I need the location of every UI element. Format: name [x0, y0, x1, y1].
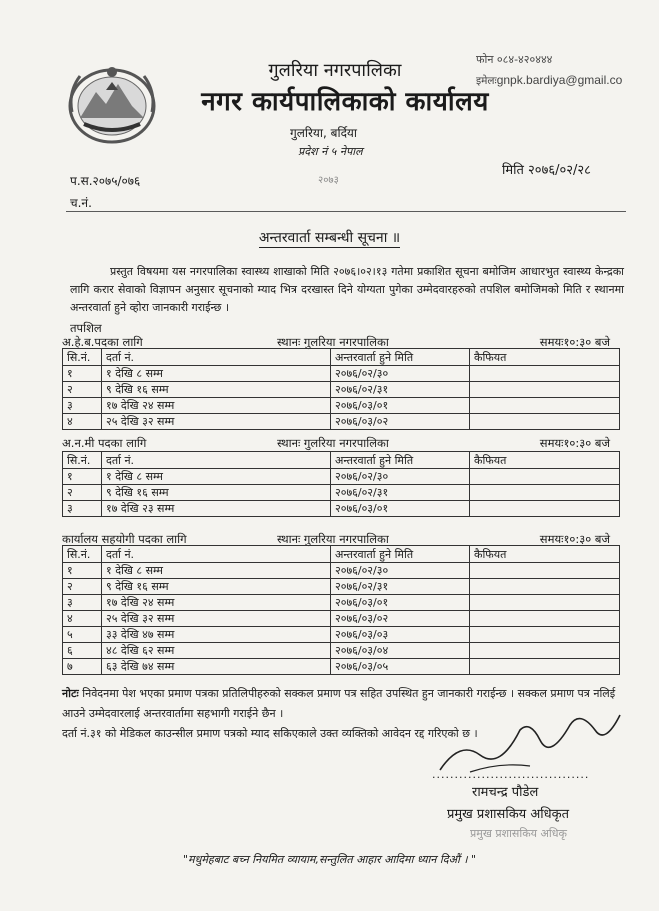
table-header-row	[63, 349, 620, 366]
cell-remarks	[470, 485, 620, 501]
time: समयः१०:३० बजे	[539, 335, 610, 349]
cell-remarks	[470, 579, 620, 595]
details-heading: तपशिल	[70, 321, 102, 335]
note-line-2: दर्ता नं.३१ को मेडिकल काउन्सील प्रमाण पत्रको म्याद सकिएकाले उक्त व्यक्तिको आवेदन रद्द गरिएको छ ।	[62, 727, 478, 740]
cell-sn: ४	[63, 414, 102, 430]
office-province: प्रदेश नं ५ नेपाल	[298, 145, 363, 158]
notice-subject	[0, 228, 659, 247]
signatory-name: रामचन्द्र पौडेल	[472, 785, 539, 800]
venue: स्थानः गुलरिया नगरपालिका	[277, 436, 389, 450]
stamp-year: २०७३	[318, 175, 339, 186]
table-row	[63, 501, 620, 517]
col-sn: सि.नं.	[63, 546, 102, 563]
cell-roll: १ देखि ८ सम्म	[102, 469, 331, 485]
venue: स्थानः गुलरिया नगरपालिका	[277, 532, 389, 546]
cell-roll: १७ देखि २३ सम्म	[102, 501, 331, 517]
email-label: इमेलः	[476, 75, 497, 87]
municipality-name: गुलरिया नगरपालिका	[268, 60, 402, 81]
cell-roll: २५ देखि ३२ सम्म	[102, 611, 331, 627]
col-remarks: कैफियत	[470, 452, 620, 469]
cell-sn: २	[63, 485, 102, 501]
table-row	[63, 469, 620, 485]
col-roll: दर्ता नं.	[102, 349, 331, 366]
table-row	[63, 485, 620, 501]
cell-date: २०७६/०३/०२	[331, 611, 470, 627]
cell-roll: ९ देखि १६ सम्म	[102, 485, 331, 501]
venue: स्थानः गुलरिया नगरपालिका	[277, 335, 389, 349]
cell-roll: १ देखि ८ सम्म	[102, 366, 331, 382]
cell-date: २०७६/०३/०२	[331, 414, 470, 430]
col-sn: सि.नं.	[63, 349, 102, 366]
cell-remarks	[470, 563, 620, 579]
signature-line: ...................................	[432, 768, 590, 781]
section-header	[62, 436, 622, 452]
cell-date: २०७६/०२/३०	[331, 469, 470, 485]
table-row	[63, 563, 620, 579]
table-header-row	[63, 452, 620, 469]
nepal-emblem-icon	[66, 62, 158, 146]
cell-remarks	[470, 501, 620, 517]
cell-date: २०७६/०३/०१	[331, 595, 470, 611]
time: समयः१०:३० बजे	[539, 532, 610, 546]
note-label: नोटः	[62, 687, 79, 700]
cell-date: २०७६/०२/३०	[331, 366, 470, 382]
table-row	[63, 627, 620, 643]
cell-roll: ९ देखि १६ सम्म	[102, 579, 331, 595]
cell-sn: ३	[63, 595, 102, 611]
table-row	[63, 611, 620, 627]
table-row	[63, 579, 620, 595]
dispatch-number: च.नं.	[70, 196, 92, 210]
cell-date: २०७६/०३/०१	[331, 501, 470, 517]
post-title: अ.हे.ब.पदका लागि	[62, 335, 143, 349]
table-row	[63, 659, 620, 675]
cell-sn: २	[63, 579, 102, 595]
letter-date: मिति २०७६/०२/२८	[502, 163, 591, 178]
col-roll: दर्ता नं.	[102, 452, 331, 469]
cell-date: २०७६/०२/३१	[331, 485, 470, 501]
signatory-stamp: प्रमुख प्रशासकिय अधिकृ	[470, 827, 567, 840]
cell-roll: ९ देखि १६ सम्म	[102, 382, 331, 398]
cell-remarks	[470, 659, 620, 675]
cell-sn: १	[63, 366, 102, 382]
cell-remarks	[470, 366, 620, 382]
office-title: नगर कार्यपालिकाको कार्यालय	[201, 87, 489, 117]
col-remarks: कैफियत	[470, 349, 620, 366]
cell-roll: २५ देखि ३२ सम्म	[102, 414, 331, 430]
schedule-table	[62, 451, 620, 517]
cell-remarks	[470, 611, 620, 627]
phone-number: फोन ०८४-४२०४४४	[476, 53, 553, 66]
schedule-table	[62, 545, 620, 675]
cell-date: २०७६/०२/३०	[331, 563, 470, 579]
schedule-table	[62, 348, 620, 430]
col-date: अन्तरवार्ता हुने मिति	[331, 546, 470, 563]
cell-roll: १७ देखि २४ सम्म	[102, 595, 331, 611]
cell-roll: १ देखि ८ सम्म	[102, 563, 331, 579]
cell-sn: ४	[63, 611, 102, 627]
cell-roll: ६३ देखि ७४ सम्म	[102, 659, 331, 675]
cell-remarks	[470, 595, 620, 611]
col-sn: सि.नं.	[63, 452, 102, 469]
cell-remarks	[470, 398, 620, 414]
cell-roll: १७ देखि २४ सम्म	[102, 398, 331, 414]
cell-sn: ७	[63, 659, 102, 675]
cell-sn: १	[63, 563, 102, 579]
col-remarks: कैफियत	[470, 546, 620, 563]
col-roll: दर्ता नं.	[102, 546, 331, 563]
cell-sn: १	[63, 469, 102, 485]
table-row	[63, 366, 620, 382]
cell-sn: ३	[63, 501, 102, 517]
table-row	[63, 595, 620, 611]
reference-number: प.स.२०७५/०७६	[70, 174, 141, 188]
col-date: अन्तरवार्ता हुने मिति	[331, 349, 470, 366]
email-address: gnpk.bardiya@gmail.co	[496, 73, 623, 87]
table-row	[63, 398, 620, 414]
cell-remarks	[470, 469, 620, 485]
subject-text: अन्तरवार्ता सम्बन्धी सूचना ॥	[258, 230, 401, 246]
cell-sn: २	[63, 382, 102, 398]
cell-sn: ५	[63, 627, 102, 643]
time: समयः१०:३० बजे	[539, 436, 610, 450]
cell-date: २०७६/०३/०४	[331, 643, 470, 659]
cell-sn: ६	[63, 643, 102, 659]
cell-roll: ४८ देखि ६२ सम्म	[102, 643, 331, 659]
cell-roll: ३३ देखि ४७ सम्म	[102, 627, 331, 643]
header-divider	[66, 211, 626, 212]
table-row	[63, 643, 620, 659]
col-date: अन्तरवार्ता हुने मिति	[331, 452, 470, 469]
post-title: कार्यालय सहयोगी पदका लागि	[62, 532, 187, 546]
table-header-row	[63, 546, 620, 563]
table-row	[63, 382, 620, 398]
health-motto: "मधुमेहबाट बच्न नियमित व्यायाम,सन्तुलित आहार आदिमा ध्यान दिऔं । "	[182, 853, 477, 866]
cell-date: २०७६/०२/३१	[331, 579, 470, 595]
cell-remarks	[470, 643, 620, 659]
cell-date: २०७६/०२/३१	[331, 382, 470, 398]
cell-remarks	[470, 414, 620, 430]
email-line	[476, 73, 622, 88]
post-title: अ.न.मी पदका लागि	[62, 436, 147, 450]
cell-sn: ३	[63, 398, 102, 414]
cell-date: २०७६/०३/०१	[331, 398, 470, 414]
cell-date: २०७६/०३/०३	[331, 627, 470, 643]
signatory-title: प्रमुख प्रशासकिय अधिकृत	[447, 807, 570, 822]
cell-date: २०७६/०३/०५	[331, 659, 470, 675]
intro-paragraph: प्रस्तुत विषयमा यस नगरपालिका स्वास्थ्य शाखाको मिति २०७६।०२।१३ गतेमा प्रकाशित सूचना बमोजिम आधारभुत स्वास्थ्य केन्द्रका लागि करार सेवाको विज्ञापन अनुसार सूचनाको म्याद भित्र दरखास्त दिने योग्यता पुगेका उम्मेदवारहरुको तपशिल बमोजिमको मिति र स्थानमा अन्तरवार्ता हुने व्होरा जानकारी गराईन्छ ।	[70, 265, 624, 314]
office-place: गुलरिया, बर्दिया	[290, 126, 358, 140]
note-line-1: निवेदनमा पेश भएका प्रमाण पत्रका प्रतिलिपीहरुको सक्कल प्रमाण पत्र सहित उपस्थित हुन जानकारी गराईन्छ । सक्कल प्रमाण पत्र नलिई आउने उम्मेदवारलाई अन्तरवार्तामा सहभागी गराईने छैन ।	[62, 687, 616, 720]
table-row	[63, 414, 620, 430]
cell-remarks	[470, 627, 620, 643]
cell-remarks	[470, 382, 620, 398]
